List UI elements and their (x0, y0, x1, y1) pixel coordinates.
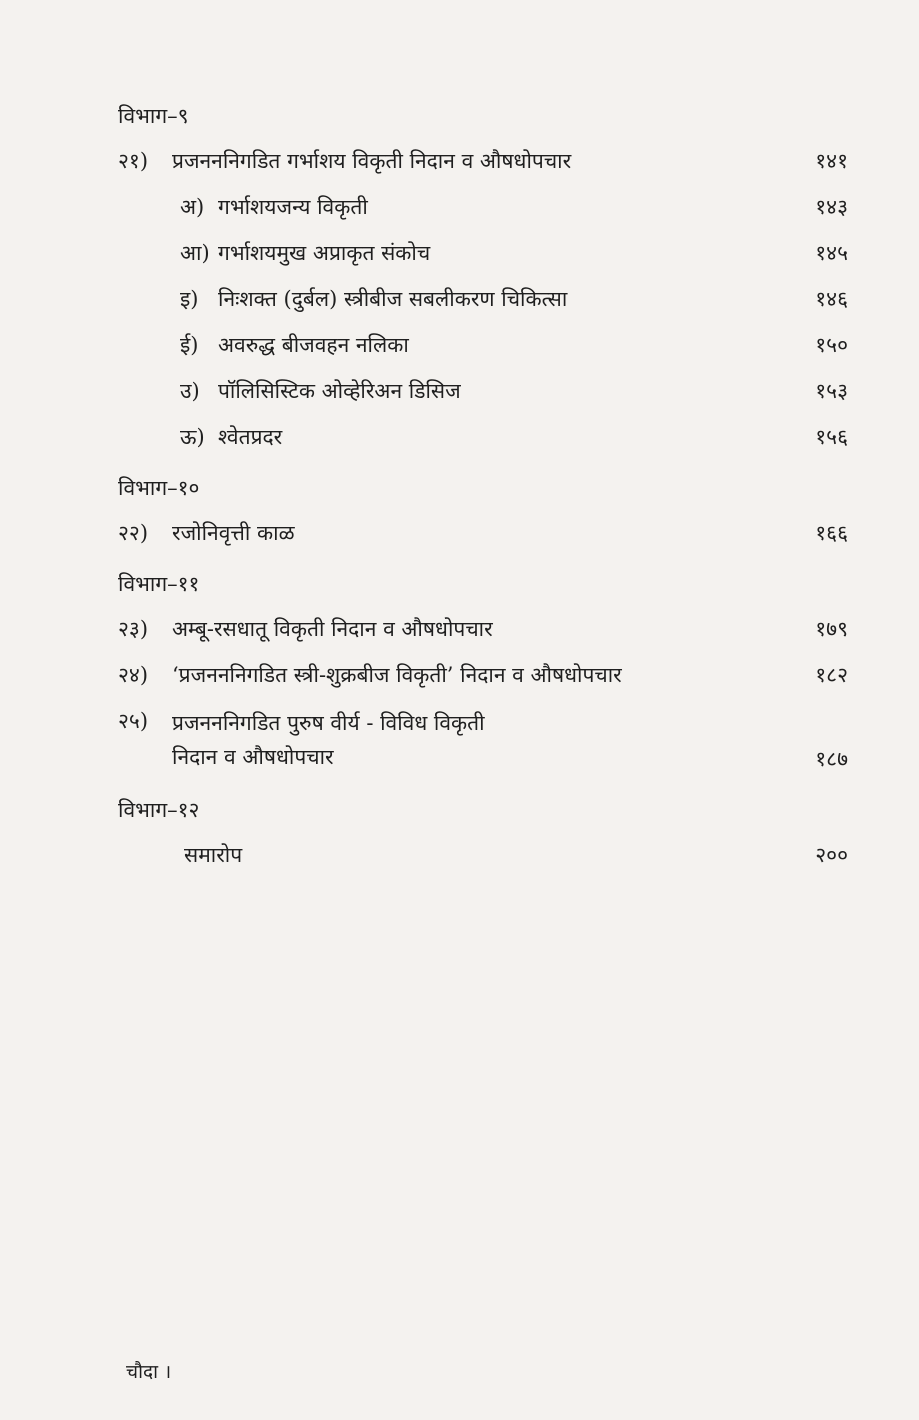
entry-title: प्रजनननिगडित गर्भाशय विकृती निदान व औषधोपचार (172, 149, 572, 173)
toc-subentry (118, 284, 848, 314)
toc-subentry (118, 192, 848, 222)
entry-page-number: १४१ (815, 149, 848, 173)
section-10 (118, 472, 848, 548)
entry-title-line-2: निदान व औषधोपचार (172, 745, 334, 769)
entry-number: अ) (180, 195, 205, 219)
entry-number: २१) (118, 149, 149, 173)
entry-page-number: १४६ (815, 287, 848, 311)
toc-subentry (118, 330, 848, 360)
page-footer: चौदा । (126, 1361, 172, 1383)
entry-page-number: २०० (815, 843, 848, 867)
entry-number: २५) (118, 709, 149, 733)
entry-number: इ) (180, 287, 199, 311)
toc-subentry (118, 238, 848, 268)
section-title: विभाग–११ (118, 572, 200, 596)
entry-title: समारोप (184, 843, 243, 867)
entry-number: २२) (118, 521, 149, 545)
entry-page-number: १८७ (815, 747, 848, 771)
toc-subentry (118, 422, 848, 452)
entry-page-number: १५६ (815, 425, 848, 449)
section-12 (118, 794, 848, 870)
section-11 (118, 568, 848, 774)
toc-entry (118, 518, 848, 548)
entry-page-number: १५३ (815, 379, 848, 403)
entry-title: रजोनिवृत्ती काळ (172, 521, 295, 545)
entry-number: २४) (118, 663, 149, 687)
toc-entry (118, 840, 848, 870)
entry-page-number: १८२ (815, 663, 848, 687)
entry-number: ई) (180, 333, 199, 357)
entry-page-number: १४५ (815, 241, 848, 265)
table-of-contents (118, 100, 848, 890)
entry-page-number: १७९ (815, 617, 848, 641)
entry-title: पॉलिसिस्टिक ओव्हेरिअन डिसिज (218, 379, 461, 403)
toc-entry (118, 146, 848, 176)
toc-entry (118, 614, 848, 644)
entry-number: २३) (118, 617, 149, 641)
entry-title: ‘प्रजनननिगडित स्त्री-शुक्रबीज विकृती’ निदान व औषधोपचार (172, 663, 622, 687)
entry-title: श्वेतप्रदर (218, 425, 283, 449)
entry-page-number: १४३ (815, 195, 848, 219)
entry-number: ऊ) (180, 425, 205, 449)
section-9 (118, 100, 848, 452)
entry-title-line-1: प्रजनननिगडित पुरुष वीर्य - विविध विकृती (172, 711, 485, 735)
section-title: विभाग–१० (118, 476, 200, 500)
entry-title: निःशक्त (दुर्बल) स्त्रीबीज सबलीकरण चिकित्सा (218, 287, 568, 311)
entry-page-number: १५० (815, 333, 848, 357)
entry-title (172, 706, 485, 774)
entry-title: अवरुद्ध बीजवहन नलिका (218, 333, 409, 357)
entry-number: आ) (180, 241, 210, 265)
entry-title: गर्भाशयजन्य विकृती (218, 195, 368, 219)
entry-number: उ) (180, 379, 200, 403)
entry-title: अम्बू-रसधातू विकृती निदान व औषधोपचार (172, 617, 493, 641)
entry-page-number: १६६ (815, 521, 848, 545)
toc-entry (118, 660, 848, 690)
toc-subentry (118, 376, 848, 406)
toc-entry (118, 706, 848, 774)
entry-title: गर्भाशयमुख अप्राकृत संकोच (218, 241, 431, 265)
section-title: विभाग–९ (118, 104, 189, 128)
section-title: विभाग–१२ (118, 798, 200, 822)
